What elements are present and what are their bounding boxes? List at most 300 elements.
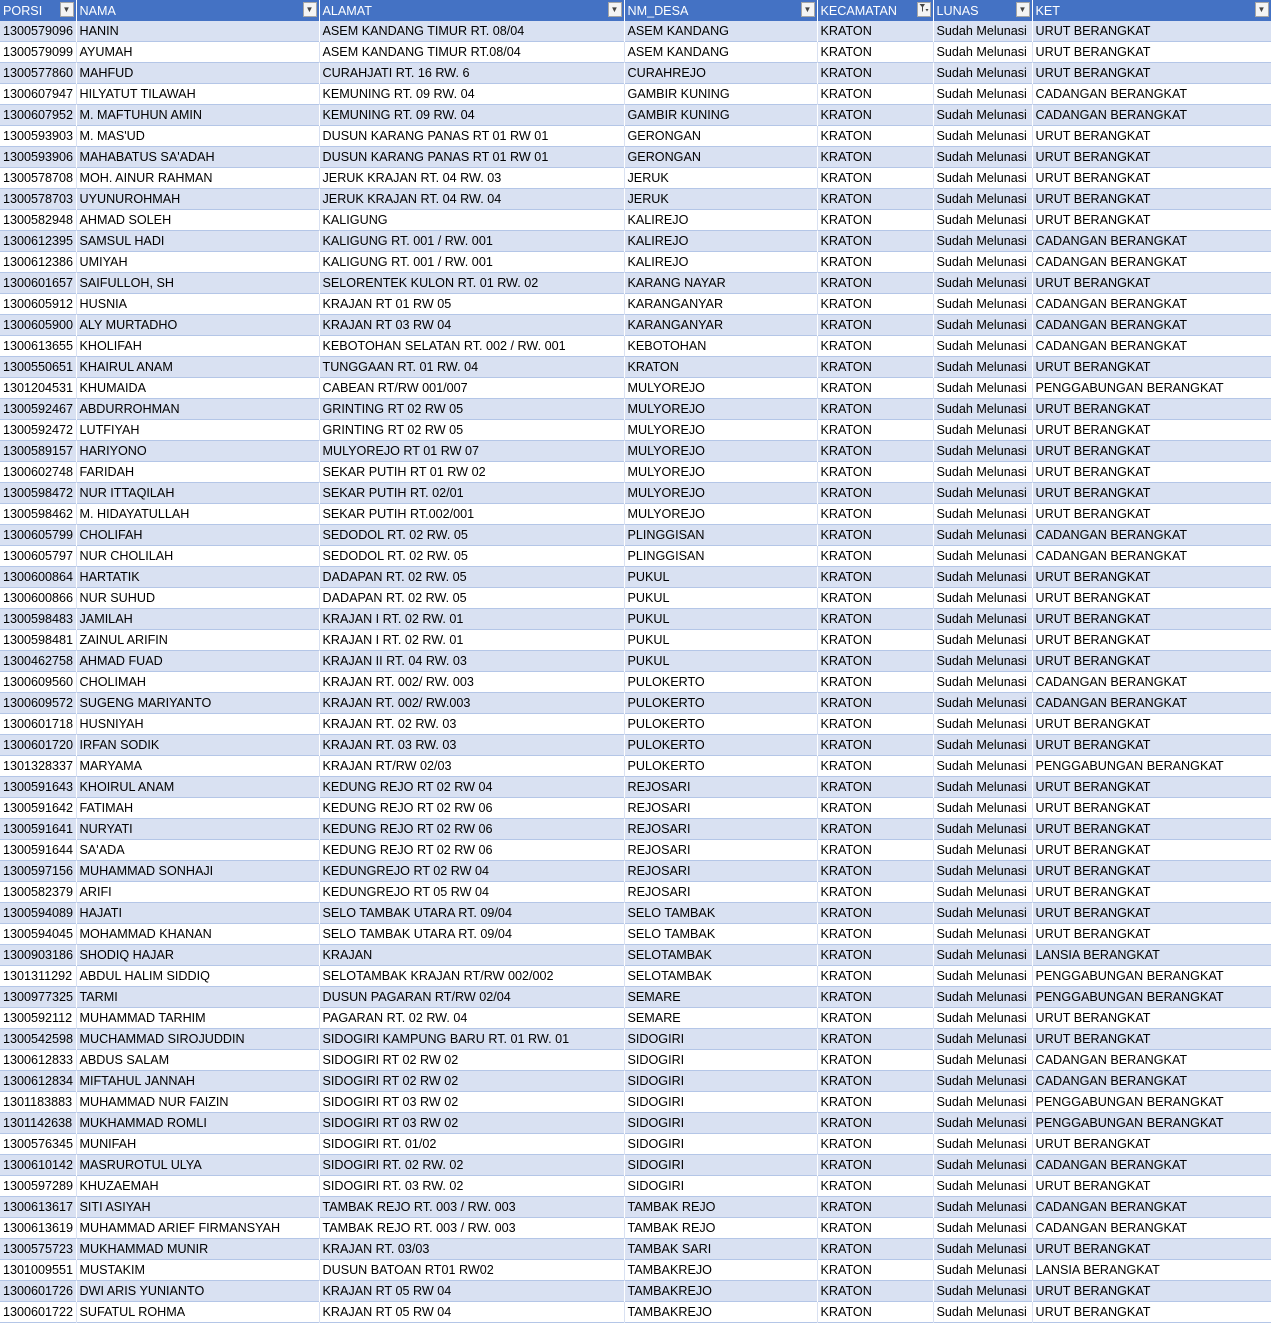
- cell-kecamatan[interactable]: KRATON: [817, 1113, 933, 1134]
- cell-alamat[interactable]: MULYOREJO RT 01 RW 07: [319, 441, 624, 462]
- cell-lunas[interactable]: Sudah Melunasi: [933, 1113, 1032, 1134]
- cell-kecamatan[interactable]: KRATON: [817, 168, 933, 189]
- cell-porsi[interactable]: 1300602748: [0, 462, 76, 483]
- cell-kecamatan[interactable]: KRATON: [817, 588, 933, 609]
- cell-porsi[interactable]: 1300612386: [0, 252, 76, 273]
- cell-nm-desa[interactable]: REJOSARI: [624, 882, 817, 903]
- cell-alamat[interactable]: JERUK KRAJAN RT. 04 RW. 04: [319, 189, 624, 210]
- cell-lunas[interactable]: Sudah Melunasi: [933, 252, 1032, 273]
- cell-lunas[interactable]: Sudah Melunasi: [933, 315, 1032, 336]
- cell-porsi[interactable]: 1300607952: [0, 105, 76, 126]
- cell-lunas[interactable]: Sudah Melunasi: [933, 945, 1032, 966]
- cell-nm-desa[interactable]: SIDOGIRI: [624, 1029, 817, 1050]
- cell-kecamatan[interactable]: KRATON: [817, 840, 933, 861]
- cell-nm-desa[interactable]: MULYOREJO: [624, 378, 817, 399]
- cell-porsi[interactable]: 1300598472: [0, 483, 76, 504]
- cell-ket[interactable]: URUT BERANGKAT: [1032, 1281, 1271, 1302]
- cell-lunas[interactable]: Sudah Melunasi: [933, 546, 1032, 567]
- cell-lunas[interactable]: Sudah Melunasi: [933, 924, 1032, 945]
- cell-nm-desa[interactable]: MULYOREJO: [624, 441, 817, 462]
- cell-porsi[interactable]: 1300578703: [0, 189, 76, 210]
- cell-alamat[interactable]: SIDOGIRI RT 02 RW 02: [319, 1071, 624, 1092]
- cell-porsi[interactable]: 1300903186: [0, 945, 76, 966]
- cell-nama[interactable]: M. HIDAYATULLAH: [76, 504, 319, 525]
- cell-nm-desa[interactable]: KALIREJO: [624, 231, 817, 252]
- cell-nama[interactable]: ABDUS SALAM: [76, 1050, 319, 1071]
- cell-kecamatan[interactable]: KRATON: [817, 945, 933, 966]
- cell-kecamatan[interactable]: KRATON: [817, 84, 933, 105]
- cell-alamat[interactable]: GRINTING RT 02 RW 05: [319, 399, 624, 420]
- cell-nm-desa[interactable]: PUKUL: [624, 567, 817, 588]
- cell-nm-desa[interactable]: GERONGAN: [624, 126, 817, 147]
- cell-lunas[interactable]: Sudah Melunasi: [933, 147, 1032, 168]
- cell-ket[interactable]: URUT BERANGKAT: [1032, 357, 1271, 378]
- cell-kecamatan[interactable]: KRATON: [817, 672, 933, 693]
- cell-porsi[interactable]: 1300582379: [0, 882, 76, 903]
- cell-alamat[interactable]: KRAJAN RT 05 RW 04: [319, 1281, 624, 1302]
- cell-kecamatan[interactable]: KRATON: [817, 987, 933, 1008]
- cell-porsi[interactable]: 1300598481: [0, 630, 76, 651]
- cell-porsi[interactable]: 1300613617: [0, 1197, 76, 1218]
- cell-alamat[interactable]: SIDOGIRI RT. 01/02: [319, 1134, 624, 1155]
- cell-porsi[interactable]: 1300589157: [0, 441, 76, 462]
- cell-nama[interactable]: MOHAMMAD KHANAN: [76, 924, 319, 945]
- cell-kecamatan[interactable]: KRATON: [817, 252, 933, 273]
- cell-lunas[interactable]: Sudah Melunasi: [933, 819, 1032, 840]
- cell-nama[interactable]: CHOLIFAH: [76, 525, 319, 546]
- cell-nm-desa[interactable]: SIDOGIRI: [624, 1134, 817, 1155]
- cell-porsi[interactable]: 1300609572: [0, 693, 76, 714]
- cell-ket[interactable]: URUT BERANGKAT: [1032, 567, 1271, 588]
- cell-lunas[interactable]: Sudah Melunasi: [933, 1239, 1032, 1260]
- cell-nm-desa[interactable]: SIDOGIRI: [624, 1050, 817, 1071]
- cell-alamat[interactable]: SIDOGIRI RT. 02 RW. 02: [319, 1155, 624, 1176]
- cell-nama[interactable]: MUHAMMAD SONHAJI: [76, 861, 319, 882]
- cell-nama[interactable]: NUR ITTAQILAH: [76, 483, 319, 504]
- cell-kecamatan[interactable]: KRATON: [817, 798, 933, 819]
- cell-ket[interactable]: URUT BERANGKAT: [1032, 1134, 1271, 1155]
- cell-porsi[interactable]: 1300605900: [0, 315, 76, 336]
- cell-nama[interactable]: SAIFULLOH, SH: [76, 273, 319, 294]
- cell-nm-desa[interactable]: PLINGGISAN: [624, 546, 817, 567]
- cell-nm-desa[interactable]: SIDOGIRI: [624, 1092, 817, 1113]
- cell-porsi[interactable]: 1300613619: [0, 1218, 76, 1239]
- cell-porsi[interactable]: 1300550651: [0, 357, 76, 378]
- cell-nama[interactable]: M. MAFTUHUN AMIN: [76, 105, 319, 126]
- dropdown-arrow-icon[interactable]: ▼: [60, 2, 74, 17]
- cell-nama[interactable]: KHOLIFAH: [76, 336, 319, 357]
- cell-porsi[interactable]: 1301142638: [0, 1113, 76, 1134]
- cell-ket[interactable]: CADANGAN BERANGKAT: [1032, 546, 1271, 567]
- cell-ket[interactable]: URUT BERANGKAT: [1032, 588, 1271, 609]
- cell-kecamatan[interactable]: KRATON: [817, 378, 933, 399]
- cell-nm-desa[interactable]: REJOSARI: [624, 798, 817, 819]
- cell-lunas[interactable]: Sudah Melunasi: [933, 756, 1032, 777]
- cell-nama[interactable]: HARIYONO: [76, 441, 319, 462]
- cell-alamat[interactable]: KEBOTOHAN SELATAN RT. 002 / RW. 001: [319, 336, 624, 357]
- cell-lunas[interactable]: Sudah Melunasi: [933, 987, 1032, 1008]
- cell-kecamatan[interactable]: KRATON: [817, 315, 933, 336]
- cell-nama[interactable]: ABDUL HALIM SIDDIQ: [76, 966, 319, 987]
- cell-lunas[interactable]: Sudah Melunasi: [933, 105, 1032, 126]
- cell-ket[interactable]: URUT BERANGKAT: [1032, 861, 1271, 882]
- cell-porsi[interactable]: 1300613655: [0, 336, 76, 357]
- cell-kecamatan[interactable]: KRATON: [817, 1155, 933, 1176]
- cell-alamat[interactable]: DUSUN KARANG PANAS RT 01 RW 01: [319, 147, 624, 168]
- column-header-nama[interactable]: [76, 0, 319, 21]
- cell-alamat[interactable]: KRAJAN RT 01 RW 05: [319, 294, 624, 315]
- cell-nama[interactable]: ALY MURTADHO: [76, 315, 319, 336]
- cell-nama[interactable]: M. MAS'UD: [76, 126, 319, 147]
- cell-nm-desa[interactable]: PLINGGISAN: [624, 525, 817, 546]
- cell-nm-desa[interactable]: JERUK: [624, 189, 817, 210]
- cell-alamat[interactable]: KRAJAN RT 05 RW 04: [319, 1302, 624, 1323]
- cell-ket[interactable]: URUT BERANGKAT: [1032, 399, 1271, 420]
- cell-lunas[interactable]: Sudah Melunasi: [933, 966, 1032, 987]
- cell-porsi[interactable]: 1300593906: [0, 147, 76, 168]
- cell-nama[interactable]: ZAINUL ARIFIN: [76, 630, 319, 651]
- cell-kecamatan[interactable]: KRATON: [817, 609, 933, 630]
- cell-alamat[interactable]: KALIGUNG RT. 001 / RW. 001: [319, 231, 624, 252]
- cell-lunas[interactable]: Sudah Melunasi: [933, 504, 1032, 525]
- cell-ket[interactable]: URUT BERANGKAT: [1032, 63, 1271, 84]
- cell-alamat[interactable]: KEMUNING RT. 09 RW. 04: [319, 105, 624, 126]
- cell-porsi[interactable]: 1300597289: [0, 1176, 76, 1197]
- cell-nm-desa[interactable]: PUKUL: [624, 630, 817, 651]
- cell-alamat[interactable]: GRINTING RT 02 RW 05: [319, 420, 624, 441]
- cell-alamat[interactable]: DADAPAN RT. 02 RW. 05: [319, 567, 624, 588]
- cell-nm-desa[interactable]: SELO TAMBAK: [624, 903, 817, 924]
- cell-porsi[interactable]: 1300600866: [0, 588, 76, 609]
- cell-alamat[interactable]: SELORENTEK KULON RT. 01 RW. 02: [319, 273, 624, 294]
- cell-nm-desa[interactable]: TAMBAKREJO: [624, 1302, 817, 1323]
- cell-nama[interactable]: IRFAN SODIK: [76, 735, 319, 756]
- cell-porsi[interactable]: 1300591641: [0, 819, 76, 840]
- cell-lunas[interactable]: Sudah Melunasi: [933, 882, 1032, 903]
- cell-nama[interactable]: HANIN: [76, 21, 319, 42]
- cell-lunas[interactable]: Sudah Melunasi: [933, 1092, 1032, 1113]
- cell-kecamatan[interactable]: KRATON: [817, 231, 933, 252]
- cell-nm-desa[interactable]: SIDOGIRI: [624, 1113, 817, 1134]
- cell-lunas[interactable]: Sudah Melunasi: [933, 273, 1032, 294]
- cell-kecamatan[interactable]: KRATON: [817, 882, 933, 903]
- cell-kecamatan[interactable]: KRATON: [817, 1029, 933, 1050]
- cell-ket[interactable]: CADANGAN BERANGKAT: [1032, 1155, 1271, 1176]
- cell-kecamatan[interactable]: KRATON: [817, 1176, 933, 1197]
- cell-lunas[interactable]: Sudah Melunasi: [933, 1281, 1032, 1302]
- cell-alamat[interactable]: KRAJAN RT 03 RW 04: [319, 315, 624, 336]
- cell-ket[interactable]: URUT BERANGKAT: [1032, 504, 1271, 525]
- cell-ket[interactable]: CADANGAN BERANGKAT: [1032, 336, 1271, 357]
- cell-lunas[interactable]: Sudah Melunasi: [933, 1050, 1032, 1071]
- cell-porsi[interactable]: 1300601720: [0, 735, 76, 756]
- cell-ket[interactable]: URUT BERANGKAT: [1032, 1302, 1271, 1323]
- cell-nm-desa[interactable]: MULYOREJO: [624, 483, 817, 504]
- cell-nama[interactable]: TARMI: [76, 987, 319, 1008]
- cell-nama[interactable]: MARYAMA: [76, 756, 319, 777]
- cell-nm-desa[interactable]: KALIREJO: [624, 210, 817, 231]
- cell-alamat[interactable]: DUSUN PAGARAN RT/RW 02/04: [319, 987, 624, 1008]
- cell-alamat[interactable]: SIDOGIRI RT 03 RW 02: [319, 1092, 624, 1113]
- cell-porsi[interactable]: 1300601657: [0, 273, 76, 294]
- cell-ket[interactable]: URUT BERANGKAT: [1032, 630, 1271, 651]
- cell-nama[interactable]: NUR SUHUD: [76, 588, 319, 609]
- cell-porsi[interactable]: 1300601726: [0, 1281, 76, 1302]
- cell-porsi[interactable]: 1301204531: [0, 378, 76, 399]
- dropdown-arrow-icon[interactable]: ▼: [1255, 2, 1269, 17]
- cell-nm-desa[interactable]: CURAHREJO: [624, 63, 817, 84]
- cell-alamat[interactable]: KALIGUNG RT. 001 / RW. 001: [319, 252, 624, 273]
- cell-alamat[interactable]: KRAJAN RT. 03/03: [319, 1239, 624, 1260]
- cell-alamat[interactable]: KEDUNG REJO RT 02 RW 06: [319, 819, 624, 840]
- cell-nama[interactable]: NURYATI: [76, 819, 319, 840]
- cell-nama[interactable]: SA'ADA: [76, 840, 319, 861]
- cell-nama[interactable]: MIFTAHUL JANNAH: [76, 1071, 319, 1092]
- cell-nm-desa[interactable]: REJOSARI: [624, 819, 817, 840]
- cell-porsi[interactable]: 1300577860: [0, 63, 76, 84]
- cell-kecamatan[interactable]: KRATON: [817, 756, 933, 777]
- cell-alamat[interactable]: KEDUNG REJO RT 02 RW 06: [319, 798, 624, 819]
- cell-lunas[interactable]: Sudah Melunasi: [933, 42, 1032, 63]
- cell-nama[interactable]: KHUMAIDA: [76, 378, 319, 399]
- cell-porsi[interactable]: 1300598483: [0, 609, 76, 630]
- cell-ket[interactable]: URUT BERANGKAT: [1032, 42, 1271, 63]
- cell-porsi[interactable]: 1300609560: [0, 672, 76, 693]
- cell-nama[interactable]: DWI ARIS YUNIANTO: [76, 1281, 319, 1302]
- cell-ket[interactable]: CADANGAN BERANGKAT: [1032, 84, 1271, 105]
- cell-nama[interactable]: ABDURROHMAN: [76, 399, 319, 420]
- cell-lunas[interactable]: Sudah Melunasi: [933, 735, 1032, 756]
- cell-nama[interactable]: AHMAD FUAD: [76, 651, 319, 672]
- cell-nama[interactable]: MOH. AINUR RAHMAN: [76, 168, 319, 189]
- cell-ket[interactable]: URUT BERANGKAT: [1032, 126, 1271, 147]
- cell-porsi[interactable]: 1300597156: [0, 861, 76, 882]
- cell-lunas[interactable]: Sudah Melunasi: [933, 189, 1032, 210]
- cell-alamat[interactable]: ASEM KANDANG TIMUR RT. 08/04: [319, 21, 624, 42]
- cell-nama[interactable]: SAMSUL HADI: [76, 231, 319, 252]
- cell-kecamatan[interactable]: KRATON: [817, 420, 933, 441]
- cell-ket[interactable]: URUT BERANGKAT: [1032, 924, 1271, 945]
- cell-alamat[interactable]: SIDOGIRI KAMPUNG BARU RT. 01 RW. 01: [319, 1029, 624, 1050]
- cell-nama[interactable]: MUSTAKIM: [76, 1260, 319, 1281]
- cell-ket[interactable]: PENGGABUNGAN BERANGKAT: [1032, 987, 1271, 1008]
- cell-nama[interactable]: HUSNIA: [76, 294, 319, 315]
- cell-kecamatan[interactable]: KRATON: [817, 357, 933, 378]
- cell-ket[interactable]: URUT BERANGKAT: [1032, 840, 1271, 861]
- cell-lunas[interactable]: Sudah Melunasi: [933, 21, 1032, 42]
- cell-ket[interactable]: CADANGAN BERANGKAT: [1032, 672, 1271, 693]
- cell-porsi[interactable]: 1300612834: [0, 1071, 76, 1092]
- cell-lunas[interactable]: Sudah Melunasi: [933, 567, 1032, 588]
- cell-lunas[interactable]: Sudah Melunasi: [933, 651, 1032, 672]
- cell-nama[interactable]: CHOLIMAH: [76, 672, 319, 693]
- cell-ket[interactable]: PENGGABUNGAN BERANGKAT: [1032, 1092, 1271, 1113]
- cell-nm-desa[interactable]: TAMBAK REJO: [624, 1218, 817, 1239]
- cell-nm-desa[interactable]: PUKUL: [624, 609, 817, 630]
- cell-alamat[interactable]: SIDOGIRI RT 03 RW 02: [319, 1113, 624, 1134]
- cell-porsi[interactable]: 1300605797: [0, 546, 76, 567]
- cell-nm-desa[interactable]: SEMARE: [624, 1008, 817, 1029]
- cell-kecamatan[interactable]: KRATON: [817, 1008, 933, 1029]
- cell-kecamatan[interactable]: KRATON: [817, 1260, 933, 1281]
- cell-kecamatan[interactable]: KRATON: [817, 483, 933, 504]
- cell-alamat[interactable]: SEDODOL RT. 02 RW. 05: [319, 546, 624, 567]
- cell-nama[interactable]: MUHAMMAD NUR FAIZIN: [76, 1092, 319, 1113]
- cell-porsi[interactable]: 1300612833: [0, 1050, 76, 1071]
- column-header-alamat[interactable]: [319, 0, 624, 21]
- cell-lunas[interactable]: Sudah Melunasi: [933, 1260, 1032, 1281]
- column-header-kecamatan[interactable]: [817, 0, 933, 21]
- cell-nm-desa[interactable]: REJOSARI: [624, 777, 817, 798]
- cell-lunas[interactable]: Sudah Melunasi: [933, 1197, 1032, 1218]
- cell-nama[interactable]: MUCHAMMAD SIROJUDDIN: [76, 1029, 319, 1050]
- cell-lunas[interactable]: Sudah Melunasi: [933, 441, 1032, 462]
- cell-nama[interactable]: HILYATUT TILAWAH: [76, 84, 319, 105]
- cell-ket[interactable]: URUT BERANGKAT: [1032, 483, 1271, 504]
- cell-lunas[interactable]: Sudah Melunasi: [933, 462, 1032, 483]
- cell-kecamatan[interactable]: KRATON: [817, 336, 933, 357]
- cell-alamat[interactable]: TAMBAK REJO RT. 003 / RW. 003: [319, 1197, 624, 1218]
- cell-kecamatan[interactable]: KRATON: [817, 651, 933, 672]
- cell-ket[interactable]: URUT BERANGKAT: [1032, 1239, 1271, 1260]
- cell-lunas[interactable]: Sudah Melunasi: [933, 630, 1032, 651]
- cell-nama[interactable]: KHAIRUL ANAM: [76, 357, 319, 378]
- cell-porsi[interactable]: 1300601722: [0, 1302, 76, 1323]
- cell-porsi[interactable]: 1301183883: [0, 1092, 76, 1113]
- cell-ket[interactable]: URUT BERANGKAT: [1032, 609, 1271, 630]
- cell-nama[interactable]: SUFATUL ROHMA: [76, 1302, 319, 1323]
- cell-kecamatan[interactable]: KRATON: [817, 1302, 933, 1323]
- cell-lunas[interactable]: Sudah Melunasi: [933, 525, 1032, 546]
- cell-nm-desa[interactable]: SEMARE: [624, 987, 817, 1008]
- cell-nm-desa[interactable]: KARANGANYAR: [624, 315, 817, 336]
- cell-nm-desa[interactable]: PUKUL: [624, 588, 817, 609]
- cell-alamat[interactable]: KRAJAN RT. 002/ RW.003: [319, 693, 624, 714]
- cell-lunas[interactable]: Sudah Melunasi: [933, 294, 1032, 315]
- cell-alamat[interactable]: PAGARAN RT. 02 RW. 04: [319, 1008, 624, 1029]
- cell-alamat[interactable]: JERUK KRAJAN RT. 04 RW. 03: [319, 168, 624, 189]
- cell-nama[interactable]: MUKHAMMAD ROMLI: [76, 1113, 319, 1134]
- cell-kecamatan[interactable]: KRATON: [817, 42, 933, 63]
- cell-nm-desa[interactable]: KEBOTOHAN: [624, 336, 817, 357]
- cell-ket[interactable]: CADANGAN BERANGKAT: [1032, 1071, 1271, 1092]
- cell-ket[interactable]: URUT BERANGKAT: [1032, 1029, 1271, 1050]
- cell-ket[interactable]: URUT BERANGKAT: [1032, 441, 1271, 462]
- cell-alamat[interactable]: KEDUNG REJO RT 02 RW 04: [319, 777, 624, 798]
- cell-lunas[interactable]: Sudah Melunasi: [933, 483, 1032, 504]
- cell-porsi[interactable]: 1300594089: [0, 903, 76, 924]
- cell-alamat[interactable]: KRAJAN: [319, 945, 624, 966]
- cell-nm-desa[interactable]: SIDOGIRI: [624, 1155, 817, 1176]
- cell-porsi[interactable]: 1300575723: [0, 1239, 76, 1260]
- cell-alamat[interactable]: SELOTAMBAK KRAJAN RT/RW 002/002: [319, 966, 624, 987]
- cell-kecamatan[interactable]: KRATON: [817, 189, 933, 210]
- cell-ket[interactable]: CADANGAN BERANGKAT: [1032, 231, 1271, 252]
- cell-ket[interactable]: CADANGAN BERANGKAT: [1032, 1050, 1271, 1071]
- cell-alamat[interactable]: SELO TAMBAK UTARA RT. 09/04: [319, 924, 624, 945]
- cell-lunas[interactable]: Sudah Melunasi: [933, 1008, 1032, 1029]
- cell-alamat[interactable]: CURAHJATI RT. 16 RW. 6: [319, 63, 624, 84]
- column-header-nm-desa[interactable]: [624, 0, 817, 21]
- cell-nm-desa[interactable]: PULOKERTO: [624, 714, 817, 735]
- cell-alamat[interactable]: TAMBAK REJO RT. 003 / RW. 003: [319, 1218, 624, 1239]
- cell-alamat[interactable]: SEDODOL RT. 02 RW. 05: [319, 525, 624, 546]
- cell-porsi[interactable]: 1300591643: [0, 777, 76, 798]
- cell-lunas[interactable]: Sudah Melunasi: [933, 399, 1032, 420]
- cell-porsi[interactable]: 1300977325: [0, 987, 76, 1008]
- cell-nm-desa[interactable]: ASEM KANDANG: [624, 21, 817, 42]
- cell-nm-desa[interactable]: SELOTAMBAK: [624, 966, 817, 987]
- cell-ket[interactable]: CADANGAN BERANGKAT: [1032, 525, 1271, 546]
- cell-alamat[interactable]: CABEAN RT/RW 001/007: [319, 378, 624, 399]
- cell-nama[interactable]: MUHAMMAD TARHIM: [76, 1008, 319, 1029]
- cell-kecamatan[interactable]: KRATON: [817, 546, 933, 567]
- cell-nama[interactable]: FATIMAH: [76, 798, 319, 819]
- cell-ket[interactable]: PENGGABUNGAN BERANGKAT: [1032, 378, 1271, 399]
- cell-nama[interactable]: MUHAMMAD ARIEF FIRMANSYAH: [76, 1218, 319, 1239]
- cell-porsi[interactable]: 1300576345: [0, 1134, 76, 1155]
- cell-porsi[interactable]: 1300582948: [0, 210, 76, 231]
- cell-kecamatan[interactable]: KRATON: [817, 504, 933, 525]
- cell-lunas[interactable]: Sudah Melunasi: [933, 231, 1032, 252]
- cell-nama[interactable]: MUNIFAH: [76, 1134, 319, 1155]
- cell-porsi[interactable]: 1300607947: [0, 84, 76, 105]
- cell-kecamatan[interactable]: KRATON: [817, 630, 933, 651]
- cell-ket[interactable]: CADANGAN BERANGKAT: [1032, 693, 1271, 714]
- cell-ket[interactable]: LANSIA BERANGKAT: [1032, 1260, 1271, 1281]
- cell-nama[interactable]: HAJATI: [76, 903, 319, 924]
- cell-nama[interactable]: MAHABATUS SA'ADAH: [76, 147, 319, 168]
- filter-funnel-icon[interactable]: [917, 2, 931, 17]
- cell-nama[interactable]: SITI ASIYAH: [76, 1197, 319, 1218]
- cell-porsi[interactable]: 1300605912: [0, 294, 76, 315]
- cell-ket[interactable]: CADANGAN BERANGKAT: [1032, 315, 1271, 336]
- cell-nama[interactable]: UYUNUROHMAH: [76, 189, 319, 210]
- cell-kecamatan[interactable]: KRATON: [817, 525, 933, 546]
- cell-nm-desa[interactable]: JERUK: [624, 168, 817, 189]
- cell-nm-desa[interactable]: REJOSARI: [624, 840, 817, 861]
- cell-ket[interactable]: URUT BERANGKAT: [1032, 420, 1271, 441]
- cell-alamat[interactable]: DADAPAN RT. 02 RW. 05: [319, 588, 624, 609]
- cell-porsi[interactable]: 1300598462: [0, 504, 76, 525]
- cell-alamat[interactable]: KALIGUNG: [319, 210, 624, 231]
- cell-kecamatan[interactable]: KRATON: [817, 567, 933, 588]
- cell-nama[interactable]: JAMILAH: [76, 609, 319, 630]
- cell-lunas[interactable]: Sudah Melunasi: [933, 714, 1032, 735]
- cell-kecamatan[interactable]: KRATON: [817, 1281, 933, 1302]
- cell-ket[interactable]: URUT BERANGKAT: [1032, 714, 1271, 735]
- cell-nm-desa[interactable]: MULYOREJO: [624, 462, 817, 483]
- cell-kecamatan[interactable]: KRATON: [817, 861, 933, 882]
- cell-porsi[interactable]: 1300594045: [0, 924, 76, 945]
- cell-lunas[interactable]: Sudah Melunasi: [933, 336, 1032, 357]
- cell-kecamatan[interactable]: KRATON: [817, 1050, 933, 1071]
- cell-nama[interactable]: AYUMAH: [76, 42, 319, 63]
- cell-kecamatan[interactable]: KRATON: [817, 1134, 933, 1155]
- cell-alamat[interactable]: SEKAR PUTIH RT.002/001: [319, 504, 624, 525]
- cell-nama[interactable]: MAHFUD: [76, 63, 319, 84]
- cell-ket[interactable]: PENGGABUNGAN BERANGKAT: [1032, 966, 1271, 987]
- cell-alamat[interactable]: DUSUN KARANG PANAS RT 01 RW 01: [319, 126, 624, 147]
- cell-kecamatan[interactable]: KRATON: [817, 966, 933, 987]
- cell-kecamatan[interactable]: KRATON: [817, 1239, 933, 1260]
- cell-ket[interactable]: URUT BERANGKAT: [1032, 273, 1271, 294]
- cell-kecamatan[interactable]: KRATON: [817, 777, 933, 798]
- cell-ket[interactable]: URUT BERANGKAT: [1032, 798, 1271, 819]
- cell-porsi[interactable]: 1300592467: [0, 399, 76, 420]
- cell-porsi[interactable]: 1300592112: [0, 1008, 76, 1029]
- cell-nm-desa[interactable]: ASEM KANDANG: [624, 42, 817, 63]
